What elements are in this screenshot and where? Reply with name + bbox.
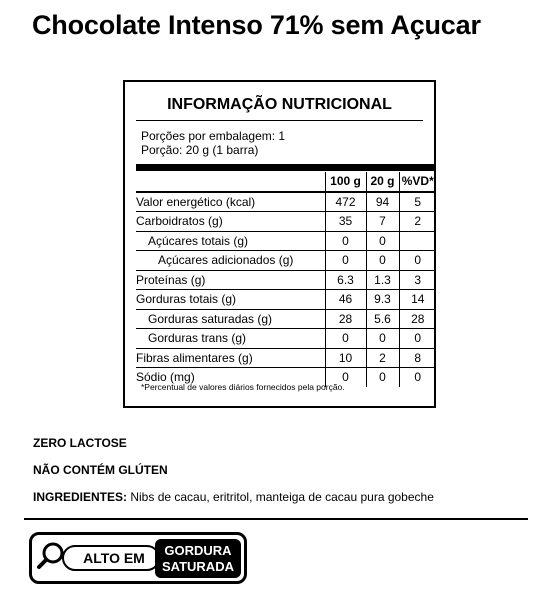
divider [136, 120, 423, 121]
value-20g: 2 [366, 348, 399, 368]
table-row [136, 309, 436, 329]
value-100g: 0 [325, 231, 366, 251]
row-label: Açúcares adicionados (g) [136, 251, 325, 271]
claim-zero-lactose [33, 436, 127, 450]
value-20g: 0 [366, 251, 399, 271]
row-label: Fibras alimentares (g) [136, 348, 325, 368]
saturated-fat-label [155, 539, 241, 578]
value-100g: 46 [325, 290, 366, 310]
value-vd: 2 [399, 212, 436, 232]
value-100g: 472 [325, 192, 366, 212]
claim-text: ZERO LACTOSE [33, 436, 127, 450]
portion-info [141, 129, 285, 157]
value-100g: 0 [325, 251, 366, 271]
header-20g: 20 g [366, 172, 399, 192]
value-vd: 0 [399, 329, 436, 349]
seal-line-2: SATURADA [162, 559, 234, 574]
portion-size: Porção: 20 g (1 barra) [141, 143, 259, 157]
table-row [136, 270, 436, 290]
footnote: *Percentual de valores diários fornecidos pela porção. [141, 382, 345, 392]
alto-em-label: ALTO EM [62, 545, 160, 571]
table-row [136, 290, 436, 310]
nutrition-title: INFORMAÇÃO NUTRICIONAL [167, 96, 392, 113]
table-row [136, 329, 436, 349]
row-label: Gorduras saturadas (g) [136, 309, 325, 329]
table-row [136, 212, 436, 232]
value-20g: 0 [366, 368, 399, 387]
value-vd: 3 [399, 270, 436, 290]
value-100g: 0 [325, 368, 366, 387]
row-label: Açúcares totais (g) [136, 231, 325, 251]
header-blank [136, 172, 325, 192]
thick-divider [136, 164, 434, 171]
header-vd: %VD* [399, 172, 436, 192]
value-vd: 14 [399, 290, 436, 310]
high-saturated-fat-seal [29, 532, 247, 584]
table-row [136, 192, 436, 212]
table-row [136, 231, 436, 251]
table-row [136, 251, 436, 271]
nutrition-table [136, 172, 436, 387]
value-vd: 0 [399, 251, 436, 271]
value-20g: 7 [366, 212, 399, 232]
value-vd: 5 [399, 192, 436, 212]
value-100g: 10 [325, 348, 366, 368]
row-label: Proteínas (g) [136, 270, 325, 290]
value-vd [399, 231, 436, 251]
ingredients-line [33, 490, 434, 504]
value-vd: 28 [399, 309, 436, 329]
value-20g: 0 [366, 231, 399, 251]
table-header-row [136, 172, 436, 192]
table-row [136, 348, 436, 368]
row-label: Carboidratos (g) [136, 212, 325, 232]
row-label: Gorduras totais (g) [136, 290, 325, 310]
value-20g: 0 [366, 329, 399, 349]
value-100g: 35 [325, 212, 366, 232]
nutrition-facts-panel [123, 80, 436, 408]
seal-line-1: GORDURA [164, 543, 232, 558]
value-100g: 28 [325, 309, 366, 329]
value-20g: 9.3 [366, 290, 399, 310]
bottom-divider [24, 518, 528, 520]
row-label: Valor energético (kcal) [136, 192, 325, 212]
product-title: Chocolate Intenso 71% sem Açucar [32, 10, 481, 40]
value-vd: 8 [399, 348, 436, 368]
row-label: Sódio (mg) [136, 370, 195, 385]
ingredients-text: Nibs de cacau, eritritol, manteiga de cacau pura gobeche [127, 490, 434, 504]
value-20g: 94 [366, 192, 399, 212]
header-100g: 100 g [325, 172, 366, 192]
value-20g: 1.3 [366, 270, 399, 290]
claim-gluten-free [33, 463, 168, 477]
ingredients-label: INGREDIENTES: [33, 490, 128, 504]
value-20g: 5.6 [366, 309, 399, 329]
value-100g: 0 [325, 329, 366, 349]
row-label: Gorduras trans (g) [136, 329, 325, 349]
claim-text: NÃO CONTÉM GLÚTEN [33, 463, 168, 477]
value-100g: 6.3 [325, 270, 366, 290]
value-vd: 0 [399, 368, 436, 387]
portions-per-pack: Porções por embalagem: 1 [141, 129, 286, 143]
